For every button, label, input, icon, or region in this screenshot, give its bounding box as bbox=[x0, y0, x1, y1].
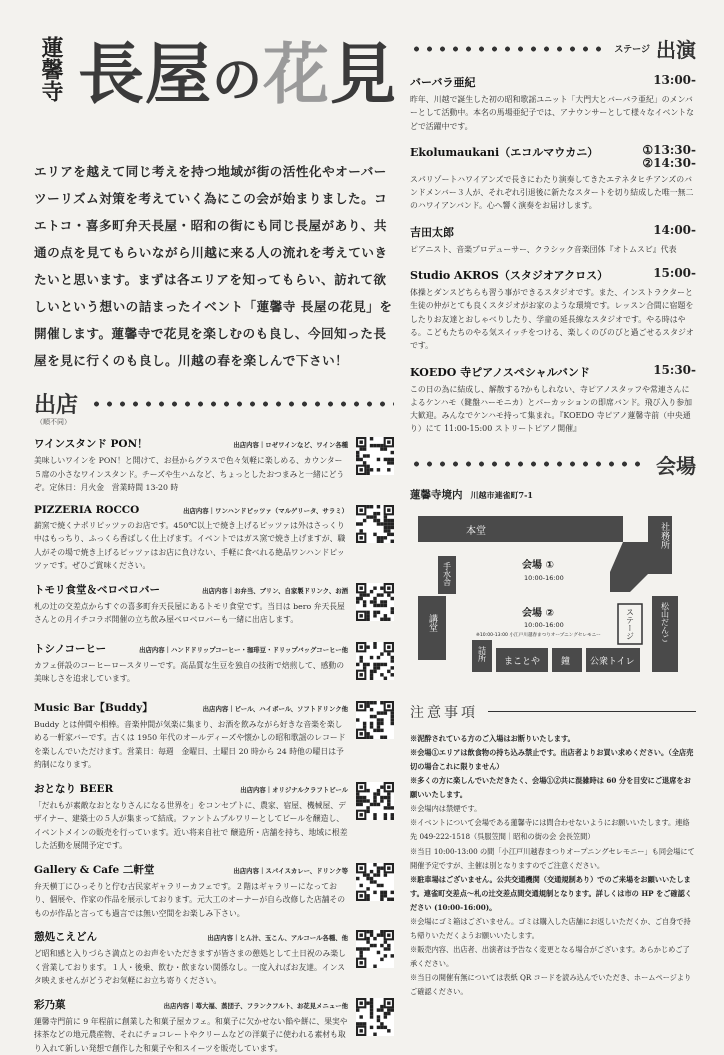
performer-time-1: ①13:30- bbox=[642, 143, 696, 157]
performer-description: この日の為に結成し、解散する?かもしれない、寺ピアノスタッフや常連さんによるケンハモ（鍵盤ハーモニカ）とパーカッションの即席バンド。飛び入り参加大歓迎。みんなでケンハモ持って集まれ。『KOEDO 寺ピアノ蓮馨寺前（中央通り）にて 11:00-15:00 ストリートピアノ開催』 bbox=[410, 383, 696, 436]
notice-item: ※駐車場はございません。公共交通機関（交通規制あり）でのご来場をお願いいたします。連雀町交差点～札の辻交差点間交通規制となります。詳しくは市の HP をご確認ください (10:00-16:00)。 bbox=[410, 873, 696, 915]
performer-name: KOEDO 寺ピアノスペシャルバンド bbox=[410, 364, 590, 380]
performer-description: 体操とダンスどちらも習う事ができるスタジオです。また、インストラクターと生徒の仲がとても良くスタジオがお家のような環境です。レッスン合間に宿題をしたりお友達とおしゃべりしたり、学童の延長線なスタジオです。やる時はやる。こどもたちのやる気スイッチをつける、楽しくのびのびと過ごせるスタジオです。 bbox=[410, 286, 696, 352]
performer-item bbox=[410, 267, 696, 352]
venue-location bbox=[410, 487, 696, 502]
dot-divider bbox=[410, 45, 604, 53]
performer-header bbox=[410, 74, 696, 90]
shops-order-note: （順不同） bbox=[36, 417, 394, 427]
map-label-stage: ステージ bbox=[626, 608, 635, 640]
shop-menu: 出店内容｜スパイスカレー、ドリンク等 bbox=[233, 866, 348, 875]
shop-description: 蓮馨寺門前に 9 年程前に創業した和菓子屋カフェ。和菓子に欠かせない餡や餅に、果実や抹茶などの地元農産物、それにチョコレートやクリームなどの洋菓子に使われる素材も取り入れて新しい発想で創作した和菓子や和スイーツを販売しています。 bbox=[34, 1015, 348, 1055]
map-label-venue1-time: 10:00-16:00 bbox=[524, 574, 564, 582]
notice-item: ※会場にゴミ箱はございません。ゴミは購入した店舗にお返しいただくか、ご自身で持ち帰りいただくようお願いいたします。 bbox=[410, 915, 696, 943]
right-column bbox=[410, 34, 696, 1000]
venue-name: 蓮馨寺境内 bbox=[410, 489, 463, 501]
left-column bbox=[34, 34, 394, 1055]
venue-map bbox=[410, 512, 696, 690]
page-title bbox=[78, 34, 397, 120]
notice-item: ※会場①エリアは飲食物の持ち込み禁止です。出店者よりお買い求めください。（全店売切の場合これに限りません） bbox=[410, 746, 696, 774]
map-label-kodo: 講堂 bbox=[427, 613, 438, 632]
performer-name: バーバラ亜紀 bbox=[410, 74, 475, 90]
map-label-venue2-note: ※10:00-13:00 小江戸川越春まつりオープニングセレモニー bbox=[476, 631, 601, 638]
notice-item: ※当日 10:00-13:00 の間「小江戸川越春まつりオープニングセレモニー」も同会場にて開催予定ですが、主催は別となりますのでご注意ください。 bbox=[410, 845, 696, 873]
performer-name: Studio AKROS（スタジオアクロス） bbox=[410, 267, 608, 283]
qr-code[interactable] bbox=[356, 505, 394, 543]
performer-description: 昨年、川越で誕生した初の昭和歌謡ユニット「大門大とバーバラ亜紀」のメンバーとして活動中。本名の馬場亜紀子では、アナウンサーとして様々なイベントなどで活躍中です。 bbox=[410, 93, 696, 133]
qr-code[interactable] bbox=[356, 930, 394, 968]
performer-time-1: 15:00- bbox=[653, 266, 696, 280]
map-label-venue1: 会場 ① bbox=[522, 558, 554, 571]
shop-menu: 出店内容｜ワンハンドピッツァ（マルゲリータ、サラミ） bbox=[183, 506, 348, 515]
shop-item bbox=[34, 929, 394, 988]
shop-item bbox=[34, 997, 394, 1055]
intro-text: エリアを越えて同じ考えを持つ地域が街の活性化やオーバーツーリズム対策を考えていく為にこの会が始まりました。コエトコ・喜多町弁天長屋・昭和の街にも同じ長屋があり、共通の点を見てもらいながら川越に来る人の流れを考えていきたいと思います。まずは各エリアを知ってもらい、訪れて欲しいという想いの詰まったイベント「蓮馨寺 長屋の花見」を開催します。蓮馨寺で花見を楽しむのも良し、今回知った長屋を見に行くのも良し。川越の春を楽しんで下さい！ bbox=[34, 158, 394, 374]
venue-title: 会場 bbox=[656, 450, 696, 479]
stage-label: ステージ bbox=[614, 42, 650, 55]
performer-item bbox=[410, 144, 696, 213]
shop-menu: 出店内容｜苺大福、蒸団子、フランクフルト、お花見メニュー他 bbox=[164, 1001, 348, 1010]
temple-name: 蓮馨寺 bbox=[40, 36, 62, 102]
notice-item: ※多くの方に楽しんでいただきたく、会場①②共に混雑時は 60 分を目安にご退席をお願いいたします。 bbox=[410, 774, 696, 802]
shop-name: PIZZERIA ROCCO bbox=[34, 504, 139, 516]
shop-header bbox=[34, 700, 348, 715]
notice-item: ※イベントについて会場である蓮馨寺には問合わせないようにお願いいたします。連絡先 049-222-1518（呉服笠間｜昭和の街の会 会長笠間） bbox=[410, 816, 696, 844]
shop-description: 薪窯で焼くナポリピッツァのお店です。450℃以上で焼き上げるピッツァは外はさっくり中はもっちり、ふっくら香ばしく仕上げます。イベントではガス窯で焼き上げますが、職人がその場で焼き上げるピッツァはお店に負けない、手軽に食べれる絶品ワンハンドピッツァです。ぜひご賞味ください。 bbox=[34, 519, 348, 573]
shop-header bbox=[34, 436, 348, 451]
shop-name: 憩処こえどん bbox=[34, 929, 97, 944]
performer-header bbox=[410, 144, 696, 170]
shop-name: おとなり BEER bbox=[34, 781, 113, 796]
map-label-kusho: 詰所 bbox=[478, 645, 487, 663]
venue-address: 川越市連雀町7-1 bbox=[471, 490, 533, 500]
shop-item bbox=[34, 862, 394, 921]
map-label-toilet: 公衆トイレ bbox=[590, 655, 635, 667]
stage-section-header bbox=[410, 34, 696, 63]
stage-title: 出演 bbox=[656, 34, 696, 63]
performer-header bbox=[410, 364, 696, 380]
shop-header bbox=[34, 997, 348, 1012]
shop-description: 美味しいワインを PON！と開けて、お昼からグラスで色々気軽に楽しめる、カウンター５席の小さなワインスタンド。チーズや生ハムなど、ちょっとしたおつまみと一緒にどうぞ。定休日：月火金 営業時間 13-20 時 bbox=[34, 454, 348, 495]
map-path-block bbox=[610, 542, 648, 592]
shop-item bbox=[34, 641, 394, 691]
shop-menu: 出店内容｜ロゼワインなど、ワイン各種 bbox=[233, 440, 348, 449]
shop-description: 札の辻の交差点からすぐの喜多町弁天長屋にあるトモリ食堂です。当日は bero 弁天長屋さんとの月イチコラボ開催の立ち飲み屋ベロベロバーも一緒に出店します。 bbox=[34, 600, 348, 627]
notice-list bbox=[410, 732, 696, 1000]
performer-time-1: 13:00- bbox=[653, 73, 696, 87]
shop-name: Music Bar【Buddy】 bbox=[34, 700, 153, 715]
shop-header bbox=[34, 504, 348, 516]
shop-menu: 出店内容｜とん汁、玉こん、アルコール各種、他 bbox=[207, 933, 348, 942]
map-label-hondo: 本堂 bbox=[466, 524, 486, 537]
notice-item: ※会場内は禁煙です。 bbox=[410, 802, 696, 816]
map-label-shamusho: 社務所 bbox=[659, 521, 670, 550]
performer-time bbox=[642, 144, 696, 170]
performer-item bbox=[410, 224, 696, 256]
performer-time bbox=[653, 74, 696, 87]
qr-code[interactable] bbox=[356, 642, 394, 680]
map-label-matsuyama: 松山だんご bbox=[660, 601, 670, 642]
shop-description: カフェ併設のコーヒーロースタリーです。高品質な生豆を独自の技術で焙煎して、感動の美味しさを追求しています。 bbox=[34, 659, 348, 686]
shop-name: 彩乃菓 bbox=[34, 997, 66, 1012]
dot-divider bbox=[90, 400, 394, 408]
shop-name: Gallery & Cafe 二軒堂 bbox=[34, 862, 154, 877]
performer-time-2: ②14:30- bbox=[642, 156, 696, 170]
title-part-2: の bbox=[212, 50, 263, 109]
performer-item bbox=[410, 364, 696, 436]
qr-code[interactable] bbox=[356, 701, 394, 739]
map-label-venue2-time: 10:00-16:00 bbox=[524, 621, 564, 629]
venue-section-header bbox=[410, 450, 696, 479]
map-label-makotoya: まことや bbox=[504, 656, 540, 667]
notice-title: 注意事項 bbox=[410, 702, 478, 722]
qr-code[interactable] bbox=[356, 437, 394, 475]
performer-time-1: 14:00- bbox=[653, 223, 696, 237]
performer-header bbox=[410, 267, 696, 283]
title-block bbox=[34, 34, 394, 120]
performer-time-1: 15:30- bbox=[653, 363, 696, 377]
performer-item bbox=[410, 74, 696, 133]
map-hondo-block bbox=[418, 516, 623, 542]
performer-time bbox=[653, 224, 696, 237]
notice-header bbox=[410, 702, 696, 722]
shop-menu: 出店内容｜ビール、ハイボール、ソフトドリンク他 bbox=[203, 704, 348, 713]
title-part-1: 長屋 bbox=[78, 35, 212, 113]
performer-list bbox=[410, 74, 696, 436]
title-part-4: 見 bbox=[330, 35, 397, 113]
shop-item bbox=[34, 781, 394, 853]
shop-list bbox=[34, 436, 394, 1055]
qr-code[interactable] bbox=[356, 998, 394, 1036]
performer-name: 吉田太郎 bbox=[410, 224, 454, 240]
shops-section-header bbox=[34, 388, 394, 419]
shop-menu: 出店内容｜ハンドドリップコーヒー・珈琲豆・ドリップバッグコーヒー他 bbox=[139, 645, 348, 654]
qr-code[interactable] bbox=[356, 583, 394, 621]
performer-time bbox=[653, 267, 696, 280]
shop-description: 「だれもが素敵なおとなりさんになる世界を」をコンセプトに、農家、宿屋、機械屋、デザイナー、建築士の５人が集まって結成。ファントムブルワリーとしてビールを醸造し、イベントメインの販売を行っています。近い将来自社で 醸造所・店舗を持ち、地域に根差した活動を展開予定です。 bbox=[34, 799, 348, 853]
qr-code[interactable] bbox=[356, 782, 394, 820]
shop-name: トモリ食堂＆ベロベロバー bbox=[34, 582, 160, 597]
shop-menu: 出店内容｜オリジナルクラフトビール bbox=[240, 785, 348, 794]
shop-item bbox=[34, 436, 394, 495]
performer-header bbox=[410, 224, 696, 240]
shops-title: 出店 bbox=[34, 388, 78, 419]
shop-menu: 出店内容｜お弁当、ブリン、自家製ドリンク、お酒 bbox=[202, 586, 348, 595]
map-label-chozuya: 手水舎 bbox=[443, 561, 452, 587]
shop-item bbox=[34, 582, 394, 632]
notice-divider bbox=[488, 711, 696, 712]
dot-divider bbox=[410, 460, 646, 468]
shop-name: トシノコーヒー bbox=[34, 641, 106, 656]
map-label-kane: 鐘 bbox=[561, 655, 570, 667]
notice-item: ※販売内容、出店者、出演者は予告なく変更となる場合がございます。あらかじめご了承ください。 bbox=[410, 943, 696, 971]
performer-name: Ekolumaukani（エコルマウカニ） bbox=[410, 144, 598, 160]
shop-header bbox=[34, 862, 348, 877]
shop-header bbox=[34, 929, 348, 944]
shop-description: ど昭和感と入りづらさ満点とのお声をいただきますが皆さまの憩処として土日祝のみ楽しく営業しております。１人・後乗、飲む・飲まない関係なし。一度入ればお友達。インスタ映えませんがどうぞお気軽にお立ち寄りください。 bbox=[34, 947, 348, 988]
map-label-venue2: 会場 ② bbox=[522, 606, 554, 619]
shop-description: 弁天横丁にひっそりと佇む古民家ギャラリーカフェです。２階はギャラリーになっており、個展や、作家の作品を展示しております。元大工のオーナーが自ら改修した店舗そのものが作品と言っても過言では無い空間をお楽しみ下さい。 bbox=[34, 880, 348, 921]
shop-header bbox=[34, 582, 348, 597]
shop-header bbox=[34, 781, 348, 796]
shop-item bbox=[34, 504, 394, 573]
performer-description: スパリゾートハワイアンズで長きにわたり演奏してきたエテネタヒチアンズのバンドメンバー３人が、それぞれ引退後に新たなスタートを切り結成した唯一無二のハワイアンバンド。心へ響く演奏をお届けします。 bbox=[410, 173, 696, 213]
notice-item: ※泥酔されている方のご入場はお断りいたします。 bbox=[410, 732, 696, 746]
notice-item: ※当日の開催有無については表紙 QR コードを読み込んでいただき、ホームページよりご確認ください。 bbox=[410, 971, 696, 999]
qr-code[interactable] bbox=[356, 863, 394, 901]
title-part-3: 花 bbox=[263, 35, 330, 113]
performer-time bbox=[653, 364, 696, 377]
shop-name: ワインスタンド PON！ bbox=[34, 436, 148, 451]
shop-header bbox=[34, 641, 348, 656]
shop-description: Buddy とは仲間や相棒。音楽仲間が気楽に集まり、お酒を飲みながら好きな音楽を楽しめる一軒家バーです。古くは 1950 年代のオールディーズや懐かしの昭和歌謡のレコードを楽しんでいただけます。営業日：毎週 金曜日、土曜日 20 時から 24 時他の曜日は予約制になります。 bbox=[34, 718, 348, 772]
shop-item bbox=[34, 700, 394, 772]
performer-description: ピアニスト、音楽プロデューサー、クラシック音楽団体『オトムスビ』代表 bbox=[410, 243, 696, 256]
